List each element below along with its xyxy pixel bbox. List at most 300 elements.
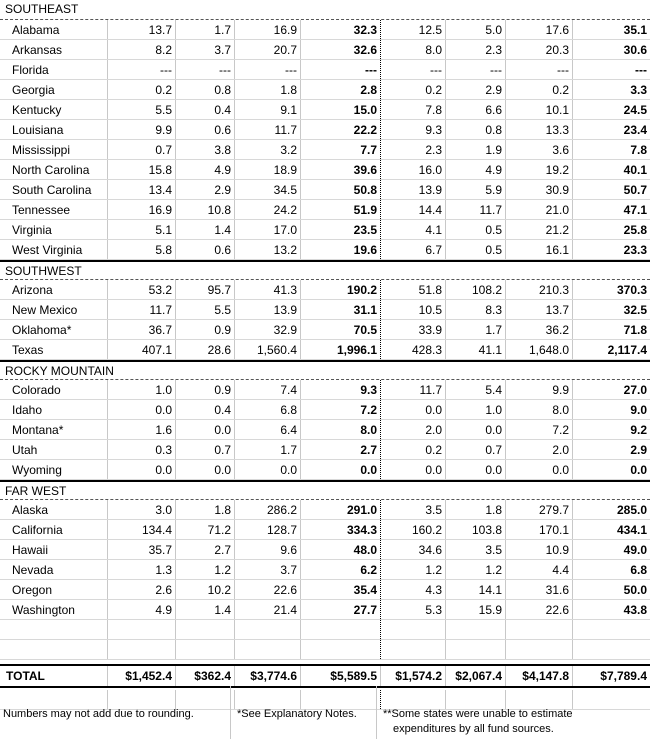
value-cell: 1.8: [176, 500, 235, 519]
empty-cell: [235, 620, 301, 639]
total-value-cell: 48.0: [301, 540, 381, 559]
state-name-cell: Louisiana: [0, 120, 108, 139]
empty-cell: [573, 640, 650, 659]
value-cell: 4.1: [381, 220, 446, 239]
region-name: SOUTHWEST: [5, 264, 82, 278]
value-cell: 16.1: [506, 240, 573, 259]
value-cell: 2.6: [108, 580, 176, 599]
total-value-cell: 32.5: [623, 303, 647, 317]
total-value-cell: 30.6: [623, 43, 647, 57]
value-cell: 0.7: [176, 440, 235, 459]
value-cell: 1.4: [176, 220, 235, 239]
value-cell: 18.9: [235, 160, 301, 179]
region-name: FAR WEST: [5, 484, 67, 498]
value-cell: 10.9: [506, 540, 573, 559]
value-cell: 16.9: [108, 200, 176, 219]
footnote-estimate-line1: **Some states were unable to estimate: [383, 708, 573, 720]
total-value-cell: 370.3: [616, 283, 647, 297]
table-row: [0, 500, 650, 520]
empty-cell: [301, 640, 381, 659]
total-value-cell: 39.6: [301, 160, 381, 179]
value-cell: 170.1: [506, 520, 573, 539]
value-cell: 5.8: [108, 240, 176, 259]
value-cell: 13.7: [506, 300, 573, 319]
total-value-cell: 9.2: [630, 423, 647, 437]
value-cell: 1,648.0: [506, 340, 573, 359]
state-name-cell: Oregon: [0, 580, 108, 599]
value-cell: 5.4: [446, 380, 506, 399]
value-cell: 1.8: [446, 500, 506, 519]
value-cell: 0.0: [446, 420, 506, 439]
value-cell: 11.7: [108, 300, 176, 319]
value-cell: 71.2: [176, 520, 235, 539]
value-cell: 108.2: [446, 280, 506, 299]
value-cell: 16.0: [381, 160, 446, 179]
table-row: [0, 320, 650, 340]
total-value-cell: 51.9: [301, 200, 381, 219]
value-cell: 2.0: [506, 440, 573, 459]
value-cell: 6.4: [235, 420, 301, 439]
value-cell: 3.7: [176, 40, 235, 59]
value-cell: 0.8: [446, 120, 506, 139]
state-name-cell: Alabama: [0, 20, 108, 39]
value-cell: 6.7: [381, 240, 446, 259]
total-value-cell: $7,789.4: [600, 669, 647, 683]
value-cell: $1,452.4: [108, 666, 176, 686]
value-cell: 2.3: [446, 40, 506, 59]
total-value-cell: 2.9: [630, 443, 647, 457]
value-cell: 8.3: [446, 300, 506, 319]
total-value-cell: 190.2: [301, 280, 381, 299]
value-cell: 2.9: [446, 80, 506, 99]
total-value-cell: 50.0: [623, 583, 647, 597]
value-cell: 0.2: [506, 80, 573, 99]
value-cell: ---: [446, 60, 506, 79]
state-name-cell: Arkansas: [0, 40, 108, 59]
state-name-cell: Virginia: [0, 220, 108, 239]
value-cell: 0.2: [381, 440, 446, 459]
blank-row: [0, 620, 650, 640]
value-cell: 13.4: [108, 180, 176, 199]
value-cell: 28.6: [176, 340, 235, 359]
value-cell: 0.0: [381, 460, 446, 479]
value-cell: 286.2: [235, 500, 301, 519]
value-cell: 0.0: [506, 460, 573, 479]
value-cell: 0.0: [108, 460, 176, 479]
value-cell: 3.6: [506, 140, 573, 159]
empty-cell: [381, 620, 446, 639]
value-cell: 24.2: [235, 200, 301, 219]
table-row: [0, 400, 650, 420]
value-cell: 9.9: [506, 380, 573, 399]
table-row: [0, 440, 650, 460]
value-cell: 31.6: [506, 580, 573, 599]
total-value-cell: 43.8: [623, 603, 647, 617]
value-cell: ---: [176, 60, 235, 79]
state-name-cell: Montana*: [0, 420, 108, 439]
value-cell: 19.2: [506, 160, 573, 179]
total-value-cell: 23.4: [623, 123, 647, 137]
value-cell: 11.7: [446, 200, 506, 219]
value-cell: 0.0: [381, 400, 446, 419]
state-name-cell: Idaho: [0, 400, 108, 419]
state-name-cell: California: [0, 520, 108, 539]
value-cell: 2.3: [381, 140, 446, 159]
state-name-cell: Georgia: [0, 80, 108, 99]
total-value-cell: 23.5: [301, 220, 381, 239]
value-cell: 1.2: [381, 560, 446, 579]
value-cell: 34.6: [381, 540, 446, 559]
total-value-cell: 334.3: [301, 520, 381, 539]
footnote-rounding: Numbers may not add due to rounding.: [3, 708, 194, 720]
value-cell: 12.5: [381, 20, 446, 39]
total-value-cell: 25.8: [623, 223, 647, 237]
table-row: [0, 340, 650, 360]
value-cell: 41.1: [446, 340, 506, 359]
total-value-cell: 434.1: [616, 523, 647, 537]
value-cell: 3.5: [381, 500, 446, 519]
value-cell: 33.9: [381, 320, 446, 339]
value-cell: 1.7: [446, 320, 506, 339]
table-row: [0, 280, 650, 300]
total-value-cell: 27.0: [623, 383, 647, 397]
value-cell: 2.0: [381, 420, 446, 439]
empty-cell: [108, 620, 176, 639]
table-row: [0, 200, 650, 220]
total-value-cell: $5,589.5: [301, 666, 381, 686]
region-header: [0, 360, 650, 380]
total-row: [0, 666, 650, 686]
state-name-cell: West Virginia: [0, 240, 108, 259]
total-value-cell: 24.5: [623, 103, 647, 117]
value-cell: 1.7: [176, 20, 235, 39]
value-cell: 13.9: [381, 180, 446, 199]
value-cell: 7.8: [381, 100, 446, 119]
table-row: [0, 80, 650, 100]
value-cell: 279.7: [506, 500, 573, 519]
value-cell: 1.8: [235, 80, 301, 99]
empty-cell: [176, 620, 235, 639]
value-cell: 5.1: [108, 220, 176, 239]
value-cell: 17.0: [235, 220, 301, 239]
value-cell: 41.3: [235, 280, 301, 299]
value-cell: 13.3: [506, 120, 573, 139]
value-cell: 5.9: [446, 180, 506, 199]
total-value-cell: 27.7: [301, 600, 381, 619]
table-row: [0, 20, 650, 40]
total-value-cell: 6.2: [301, 560, 381, 579]
value-cell: 0.6: [176, 120, 235, 139]
state-name-cell: Texas: [0, 340, 108, 359]
table-row: [0, 60, 650, 80]
value-cell: 53.2: [108, 280, 176, 299]
value-cell: 36.2: [506, 320, 573, 339]
value-cell: 9.1: [235, 100, 301, 119]
value-cell: 4.9: [108, 600, 176, 619]
table-row: [0, 520, 650, 540]
empty-cell: [446, 640, 506, 659]
value-cell: 14.1: [446, 580, 506, 599]
value-cell: 128.7: [235, 520, 301, 539]
value-cell: 3.8: [176, 140, 235, 159]
total-value-cell: 22.2: [301, 120, 381, 139]
value-cell: 8.0: [381, 40, 446, 59]
state-name-cell: Hawaii: [0, 540, 108, 559]
value-cell: 15.8: [108, 160, 176, 179]
total-value-cell: 8.0: [301, 420, 381, 439]
total-value-cell: 1,996.1: [301, 340, 381, 359]
value-cell: 4.9: [446, 160, 506, 179]
value-cell: 30.9: [506, 180, 573, 199]
value-cell: 2.9: [176, 180, 235, 199]
value-cell: 0.0: [446, 460, 506, 479]
value-cell: $362.4: [176, 666, 235, 686]
total-value-cell: 49.0: [623, 543, 647, 557]
region-header: [0, 480, 650, 500]
empty-cell: [235, 640, 301, 659]
total-value-cell: 32.6: [301, 40, 381, 59]
value-cell: 1.4: [176, 600, 235, 619]
value-cell: 6.6: [446, 100, 506, 119]
value-cell: 15.9: [446, 600, 506, 619]
total-value-cell: 6.8: [630, 563, 647, 577]
total-value-cell: ---: [635, 63, 647, 77]
total-value-cell: 35.4: [301, 580, 381, 599]
total-value-cell: 0.0: [630, 463, 647, 477]
table-row: [0, 540, 650, 560]
value-cell: 0.7: [108, 140, 176, 159]
state-name-cell: Arizona: [0, 280, 108, 299]
state-name-cell: Florida: [0, 60, 108, 79]
value-cell: 0.9: [176, 320, 235, 339]
value-cell: 0.3: [108, 440, 176, 459]
value-cell: ---: [506, 60, 573, 79]
state-name-cell: Wyoming: [0, 460, 108, 479]
total-value-cell: 291.0: [301, 500, 381, 519]
value-cell: 0.2: [108, 80, 176, 99]
value-cell: 13.9: [235, 300, 301, 319]
empty-cell: [506, 640, 573, 659]
value-cell: 9.9: [108, 120, 176, 139]
state-name-cell: Colorado: [0, 380, 108, 399]
total-value-cell: 285.0: [616, 503, 647, 517]
footnote-estimate-line2: expenditures by all fund sources.: [393, 723, 554, 735]
empty-cell: [446, 620, 506, 639]
value-cell: 35.7: [108, 540, 176, 559]
table-row: [0, 560, 650, 580]
value-cell: 0.4: [176, 100, 235, 119]
value-cell: 1.2: [446, 560, 506, 579]
value-cell: 8.0: [506, 400, 573, 419]
empty-cell: [176, 640, 235, 659]
state-name-cell: Kentucky: [0, 100, 108, 119]
table-row: [0, 160, 650, 180]
value-cell: 0.0: [235, 460, 301, 479]
total-value-cell: 71.8: [623, 323, 647, 337]
table-row: [0, 300, 650, 320]
value-cell: 32.9: [235, 320, 301, 339]
value-cell: ---: [235, 60, 301, 79]
value-cell: 11.7: [381, 380, 446, 399]
state-name-cell: North Carolina: [0, 160, 108, 179]
value-cell: 10.5: [381, 300, 446, 319]
total-value-cell: 2.8: [301, 80, 381, 99]
empty-cell: [506, 620, 573, 639]
value-cell: 134.4: [108, 520, 176, 539]
value-cell: 3.2: [235, 140, 301, 159]
state-name-cell: TOTAL: [0, 666, 108, 686]
value-cell: 17.6: [506, 20, 573, 39]
state-name-cell: New Mexico: [0, 300, 108, 319]
value-cell: 34.5: [235, 180, 301, 199]
value-cell: 51.8: [381, 280, 446, 299]
value-cell: 4.9: [176, 160, 235, 179]
table-row: [0, 180, 650, 200]
table-row: [0, 240, 650, 260]
value-cell: 0.5: [446, 240, 506, 259]
empty-cell: [301, 620, 381, 639]
value-cell: 3.7: [235, 560, 301, 579]
value-cell: 3.0: [108, 500, 176, 519]
value-cell: 21.2: [506, 220, 573, 239]
value-cell: 1.7: [235, 440, 301, 459]
total-value-cell: 0.0: [301, 460, 381, 479]
value-cell: 10.8: [176, 200, 235, 219]
value-cell: 20.7: [235, 40, 301, 59]
value-cell: ---: [381, 60, 446, 79]
value-cell: 21.0: [506, 200, 573, 219]
empty-cell: [381, 640, 446, 659]
total-value-cell: 7.8: [630, 143, 647, 157]
empty-cell: [573, 620, 650, 639]
value-cell: 20.3: [506, 40, 573, 59]
empty-cell: [108, 640, 176, 659]
state-name-cell: Nevada: [0, 560, 108, 579]
value-cell: $1,574.2: [381, 666, 446, 686]
region-name: SOUTHEAST: [5, 2, 79, 16]
value-cell: 13.7: [108, 20, 176, 39]
value-cell: 0.5: [446, 220, 506, 239]
region-name: ROCKY MOUNTAIN: [5, 364, 114, 378]
value-cell: 1.9: [446, 140, 506, 159]
value-cell: 4.4: [506, 560, 573, 579]
value-cell: 428.3: [381, 340, 446, 359]
value-cell: 1.3: [108, 560, 176, 579]
value-cell: 9.6: [235, 540, 301, 559]
total-value-cell: 50.7: [623, 183, 647, 197]
state-name-cell: Oklahoma*: [0, 320, 108, 339]
value-cell: 0.7: [446, 440, 506, 459]
value-cell: $4,147.8: [506, 666, 573, 686]
value-cell: 10.1: [506, 100, 573, 119]
value-cell: 10.2: [176, 580, 235, 599]
empty-cell: [0, 640, 108, 659]
total-value-cell: 19.6: [301, 240, 381, 259]
value-cell: 0.0: [176, 460, 235, 479]
table-row: [0, 120, 650, 140]
value-cell: 7.2: [506, 420, 573, 439]
state-name-cell: Mississippi: [0, 140, 108, 159]
value-cell: $2,067.4: [446, 666, 506, 686]
value-cell: 210.3: [506, 280, 573, 299]
value-cell: 11.7: [235, 120, 301, 139]
value-cell: 407.1: [108, 340, 176, 359]
table-row: [0, 100, 650, 120]
total-value-cell: 2.7: [301, 440, 381, 459]
value-cell: 1.6: [108, 420, 176, 439]
value-cell: ---: [108, 60, 176, 79]
table-row: [0, 140, 650, 160]
region-header: [0, 0, 650, 20]
value-cell: 0.4: [176, 400, 235, 419]
value-cell: 5.3: [381, 600, 446, 619]
total-value-cell: ---: [301, 60, 381, 79]
value-cell: 5.5: [176, 300, 235, 319]
table-row: [0, 460, 650, 480]
value-cell: 1.2: [176, 560, 235, 579]
table-row: [0, 420, 650, 440]
total-value-cell: 23.3: [623, 243, 647, 257]
value-cell: 0.8: [176, 80, 235, 99]
value-cell: 36.7: [108, 320, 176, 339]
value-cell: 5.0: [446, 20, 506, 39]
empty-cell: [0, 620, 108, 639]
total-value-cell: 3.3: [630, 83, 647, 97]
footnote-explanatory: *See Explanatory Notes.: [237, 708, 357, 720]
total-value-cell: 47.1: [623, 203, 647, 217]
total-value-cell: 35.1: [623, 23, 647, 37]
table-row: [0, 600, 650, 620]
value-cell: 6.8: [235, 400, 301, 419]
value-cell: 22.6: [235, 580, 301, 599]
region-header: [0, 260, 650, 280]
value-cell: 1,560.4: [235, 340, 301, 359]
state-name-cell: Utah: [0, 440, 108, 459]
value-cell: 21.4: [235, 600, 301, 619]
table-row: [0, 380, 650, 400]
blank-row: [0, 640, 650, 660]
total-value-cell: 9.3: [301, 380, 381, 399]
total-value-cell: 50.8: [301, 180, 381, 199]
state-name-cell: Washington: [0, 600, 108, 619]
value-cell: 5.5: [108, 100, 176, 119]
value-cell: 0.2: [381, 80, 446, 99]
value-cell: 13.2: [235, 240, 301, 259]
total-value-cell: 40.1: [623, 163, 647, 177]
state-name-cell: Alaska: [0, 500, 108, 519]
state-name-cell: South Carolina: [0, 180, 108, 199]
value-cell: 160.2: [381, 520, 446, 539]
value-cell: $3,774.6: [235, 666, 301, 686]
state-name-cell: Tennessee: [0, 200, 108, 219]
value-cell: 95.7: [176, 280, 235, 299]
table-row: [0, 40, 650, 60]
total-value-cell: 31.1: [301, 300, 381, 319]
value-cell: 1.0: [108, 380, 176, 399]
value-cell: 8.2: [108, 40, 176, 59]
total-value-cell: 70.5: [301, 320, 381, 339]
total-value-cell: 7.7: [301, 140, 381, 159]
total-value-cell: 9.0: [630, 403, 647, 417]
value-cell: 9.3: [381, 120, 446, 139]
value-cell: 16.9: [235, 20, 301, 39]
value-cell: 4.3: [381, 580, 446, 599]
value-cell: 14.4: [381, 200, 446, 219]
value-cell: 0.0: [108, 400, 176, 419]
value-cell: 2.7: [176, 540, 235, 559]
total-value-cell: 2,117.4: [607, 343, 647, 357]
total-value-cell: 15.0: [301, 100, 381, 119]
